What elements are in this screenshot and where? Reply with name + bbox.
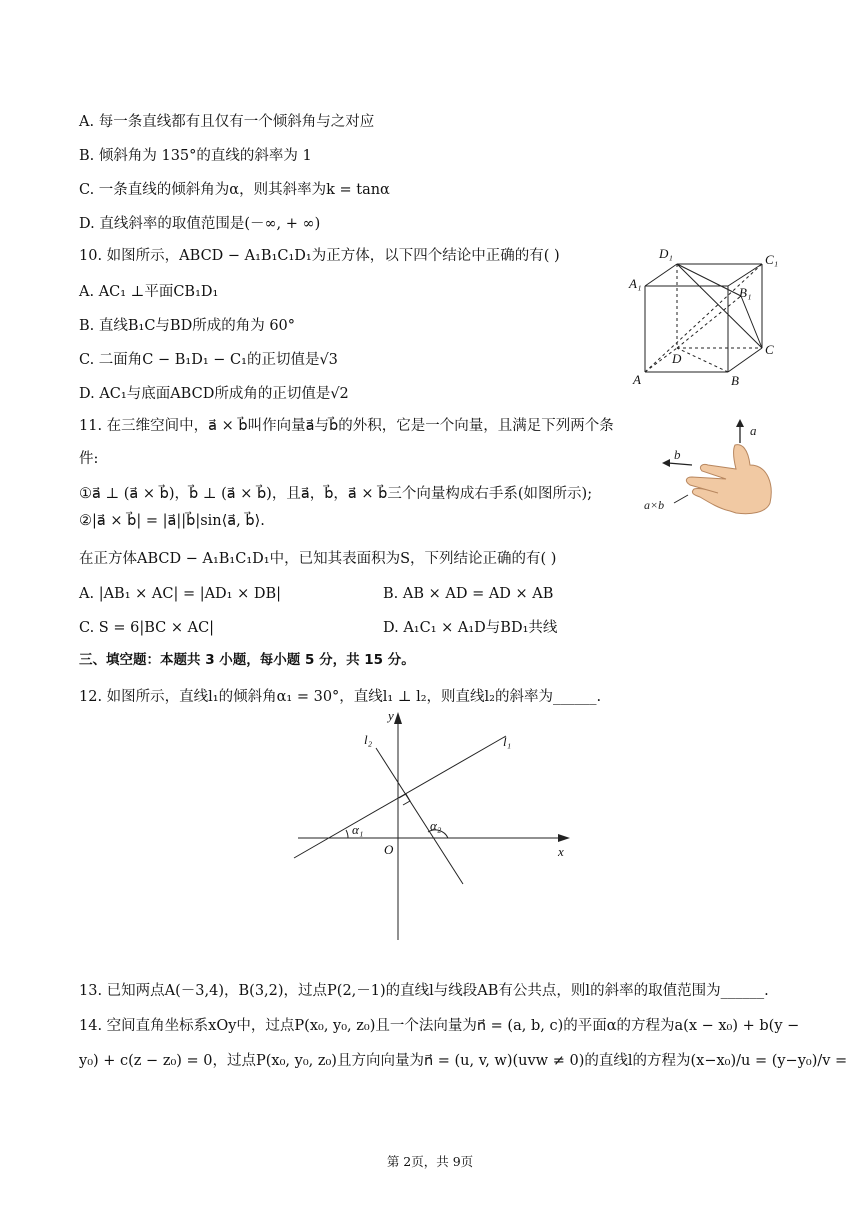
cube-label-a1: A₁ (629, 276, 642, 291)
q11-option-c: C. S = 6|BC × AC| (79, 620, 215, 636)
hand-label-axb: a×b (644, 498, 665, 512)
q10-option-b: B. 直线B₁C与BD所成的角为 60° (79, 318, 296, 334)
line-label-l1: l₁ (503, 734, 512, 749)
cube-label-d: D (672, 351, 682, 366)
cube-label-c: C (765, 342, 774, 357)
angle-label-alpha2: α₂ (430, 818, 442, 833)
q11-option-d: D. A₁C₁ × A₁D与BD₁共线 (383, 620, 558, 636)
hand-label-b: b (674, 447, 681, 462)
q11-stem-line1: 11. 在三维空间中，a⃗ × b⃗叫作向量a⃗与b⃗的外积，它是一个向量，且满足下列两个条 (79, 418, 614, 434)
q11-condition-2: ②|a⃗ × b⃗| = |a⃗||b⃗|sin⟨a⃗, b⃗⟩. (79, 513, 265, 529)
line-label-l2: l₂ (364, 732, 373, 747)
q9-option-c: C. 一条直线的倾斜角为α，则其斜率为k = tanα (79, 182, 390, 198)
q9-option-a: A. 每一条直线都有且仅有一个倾斜角与之对应 (79, 114, 375, 130)
q11-question: 在正方体ABCD − A₁B₁C₁D₁中，已知其表面积为S，下列结论正确的有( ) (79, 551, 557, 567)
axis-label-y: y (388, 708, 394, 723)
origin-label: O (384, 842, 394, 857)
cube-label-a: A (633, 372, 641, 387)
q14-line2: y₀) + c(z − z₀) = 0，过点P(x₀, y₀, z₀)且方向向量为n⃗ = (u, v, w)(uvw ≠ 0)的直线l的方程为(x−x₀)/u = (y−y₀)/v = (79, 1053, 848, 1069)
q11-stem-line2: 件: (79, 451, 99, 467)
q12-stem: 12. 如图所示，直线l₁的倾斜角α₁ = 30°，直线l₁ ⊥ l₂，则直线l₂的斜率为______. (79, 689, 602, 705)
q11-condition-1: ①a⃗ ⊥ (a⃗ × b⃗)，b⃗ ⊥ (a⃗ × b⃗)，且a⃗，b⃗，a⃗ × b⃗三个向量构成右手系(如图所示); (79, 486, 593, 502)
right-hand-figure (640, 415, 790, 525)
hand-label-a: a (750, 423, 757, 438)
page-footer: 第 2页，共 9页 (386, 1154, 474, 1169)
q13-stem: 13. 已知两点A(－3,4)，B(3,2)，过点P(2,－1)的直线l与线段AB有公共点，则l的斜率的取值范围为______. (79, 983, 769, 999)
q10-option-a: A. AC₁ ⊥平面CB₁D₁ (79, 284, 219, 300)
cube-label-b: B (731, 373, 739, 388)
q10-stem: 10. 如图所示，ABCD − A₁B₁C₁D₁为正方体，以下四个结论中正确的有( ) (79, 248, 560, 264)
q10-option-c: C. 二面角C − B₁D₁ − C₁的正切值是√3 (79, 352, 338, 368)
q9-option-d: D. 直线斜率的取值范围是(－∞, + ∞) (79, 216, 321, 232)
q11-option-a: A. |AB₁ × AC| = |AD₁ × DB| (79, 586, 282, 602)
q11-option-b: B. AB × AD = AD × AB (383, 586, 554, 602)
cube-figure (625, 242, 785, 392)
cube-label-d1: D₁ (659, 246, 673, 261)
angle-label-alpha1: α₁ (352, 822, 364, 837)
lines-figure (288, 704, 578, 944)
cube-label-b1: B₁ (739, 285, 752, 300)
q14-line1: 14. 空间直角坐标系xOy中，过点P(x₀, y₀, z₀)且一个法向量为n⃗ = (a, b, c)的平面α的方程为a(x − x₀) + b(y − (79, 1018, 800, 1034)
q10-option-d: D. AC₁与底面ABCD所成角的正切值是√2 (79, 386, 349, 402)
q9-option-b: B. 倾斜角为 135°的直线的斜率为 1 (79, 148, 312, 164)
section-3-heading: 三、填空题：本题共 3 小题，每小题 5 分，共 15 分。 (79, 652, 415, 668)
cube-label-c1: C₁ (765, 252, 779, 267)
axis-label-x: x (558, 844, 564, 859)
